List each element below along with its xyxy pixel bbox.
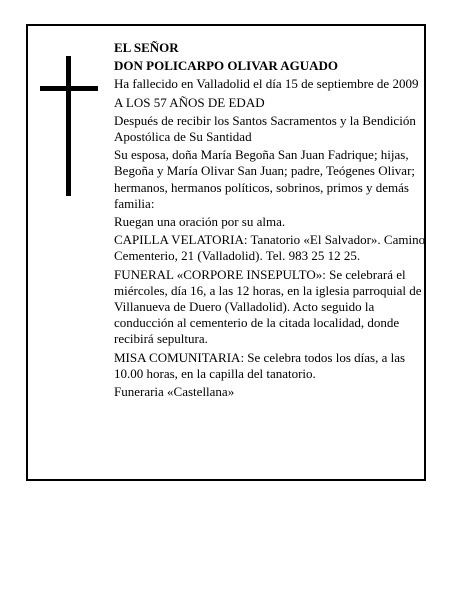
prayer-request: Ruegan una oración por su alma. [114,214,286,230]
cross-vertical-bar [66,56,71,196]
deceased-name: DON POLICARPO OLIVAR AGUADO [114,58,339,74]
funeral-home: Funeraria «Castellana» [114,384,235,400]
sacraments-statement: Después de recibir los Santos Sacramentos y la Bendición Apostólica de Su Santidad [114,112,416,145]
death-statement: Ha fallecido en Valladolid el día 15 de septiembre de 2009 [114,76,419,92]
funeral-info: FUNERAL «CORPORE INSEPULTO»: Se celebrará el miércoles, día 16, a las 12 horas, en la iglesia parroquial de Villanueva de Duero (Valladolid). Acto seguido la conducción al cementerio de la citada localidad, donde recibirá sepultura. [114,266,422,347]
obituary-notice [26,24,426,481]
family-list: Su esposa, doña María Begoña San Juan Fadrique; hijas, Begoña y María Olivar San Juan; padre, Teógenes Olivar; hermanos, hermanos políticos, sobrinos, primos y demás familia: [114,147,416,211]
age-statement: A LOS 57 AÑOS DE EDAD [114,94,265,110]
cross-icon [40,56,98,196]
cross-horizontal-bar [40,86,98,91]
chapel-info: CAPILLA VELATORIA: Tanatorio «El Salvador». Camino Cementerio, 21 (Valladolid). Tel. 983 25 12 25. [114,232,426,264]
notice-text [114,40,426,402]
mass-info: MISA COMUNITARIA: Se celebra todos los días, a las 10.00 horas, en la capilla del tanatorio. [114,349,406,381]
notice-title: EL SEÑOR [114,40,179,55]
